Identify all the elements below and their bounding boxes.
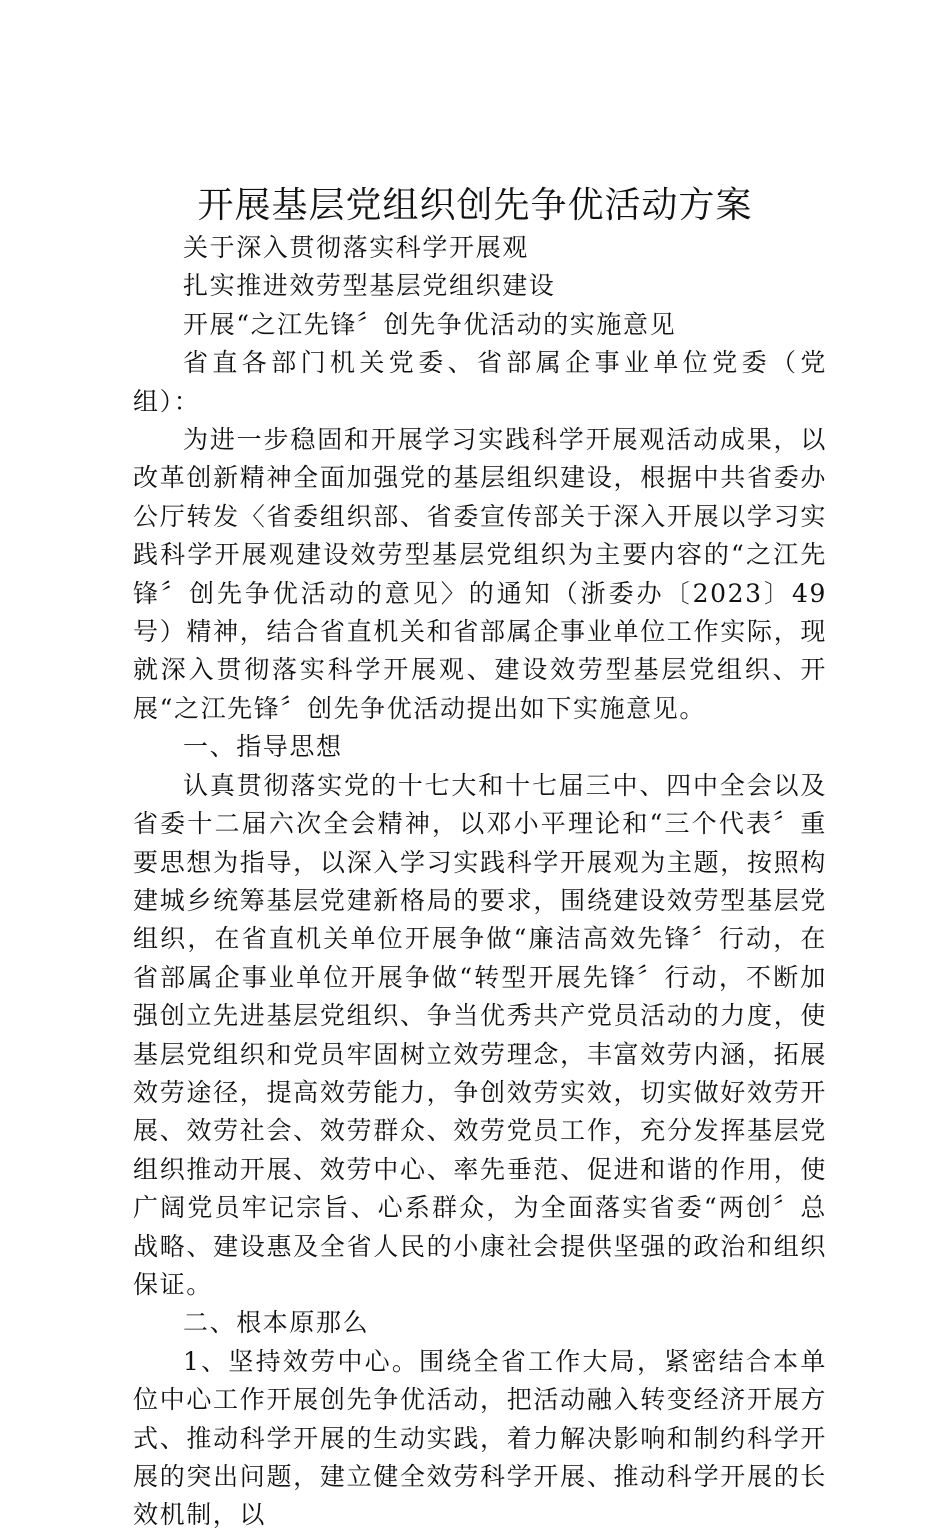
- document-body: [133, 229, 827, 1535]
- guiding-thought-paragraph: 认真贯彻落实党的十七大和十七届三中、四中全会以及省委十二届六次全会精神，以邓小平理论和“三个代表〞重要思想为指导，以深入学习实践科学开展观为主题，按照构建城乡统筹基层党建新格局的要求，围绕建设效劳型基层党组织，在省直机关单位开展争做“廉洁高效先锋〞行动，在省部属企事业单位开展争做“转型开展先锋〞行动，不断加强创立先进基层党组织、争当优秀共产党员活动的力度，使基层党组织和党员牢固树立效劳理念，丰富效劳内涵，拓展效劳途径，提高效劳能力，争创效劳实效，切实做好效劳开展、效劳社会、效劳群众、效劳党员工作，充分发挥基层党组织推动开展、效劳中心、率先垂范、促进和谐的作用，使广阔党员牢记宗旨、心系群众，为全面落实省委“两创〞总战略、建设惠及全省人民的小康社会提供坚强的政治和组织保证。: [133, 770, 827, 1299]
- heading-line-2: 扎实推进效劳型基层党组织建设: [183, 271, 556, 301]
- section-heading-principles: 二、根本原那么: [183, 1308, 370, 1338]
- heading-line-1: 关于深入贯彻落实科学开展观: [183, 233, 529, 262]
- principle-1-paragraph: 1、坚持效劳中心。围绕全省工作大局，紧密结合本单位中心工作开展创先争优活动，把活动融入转变经济开展方式、推动科学开展的生动实践，着力解决影响和制约科学开展的突出问题，建立健全效劳科学开展、推动科学开展的长效机制，以: [133, 1346, 827, 1530]
- document-title: 开展基层党组织创先争优活动方案: [197, 185, 753, 226]
- heading-line-3: 开展“之江先锋〞创先争优活动的实施意见: [183, 309, 677, 339]
- salutation: 省直各部门机关党委、省部属企事业单位党委（党组）：: [133, 348, 827, 416]
- section-heading-guiding-thought: 一、指导思想: [183, 732, 343, 762]
- intro-paragraph: 为进一步稳固和开展学习实践科学开展观活动成果，以改革创新精神全面加强党的基层组织建设，根据中共省委办公厅转发〈省委组织部、省委宣传部关于深入开展以学习实践科学开展观建设效劳型基层党组织为主要内容的“之江先锋〞创先争优活动的意见〉的通知（浙委办〔2023〕49号）精神，结合省直机关和省部属企事业单位工作实际，现就深入贯彻落实科学开展观、建设效劳型基层党组织、开展“之江先锋〞创先争优活动提出如下实施意见。: [133, 425, 827, 723]
